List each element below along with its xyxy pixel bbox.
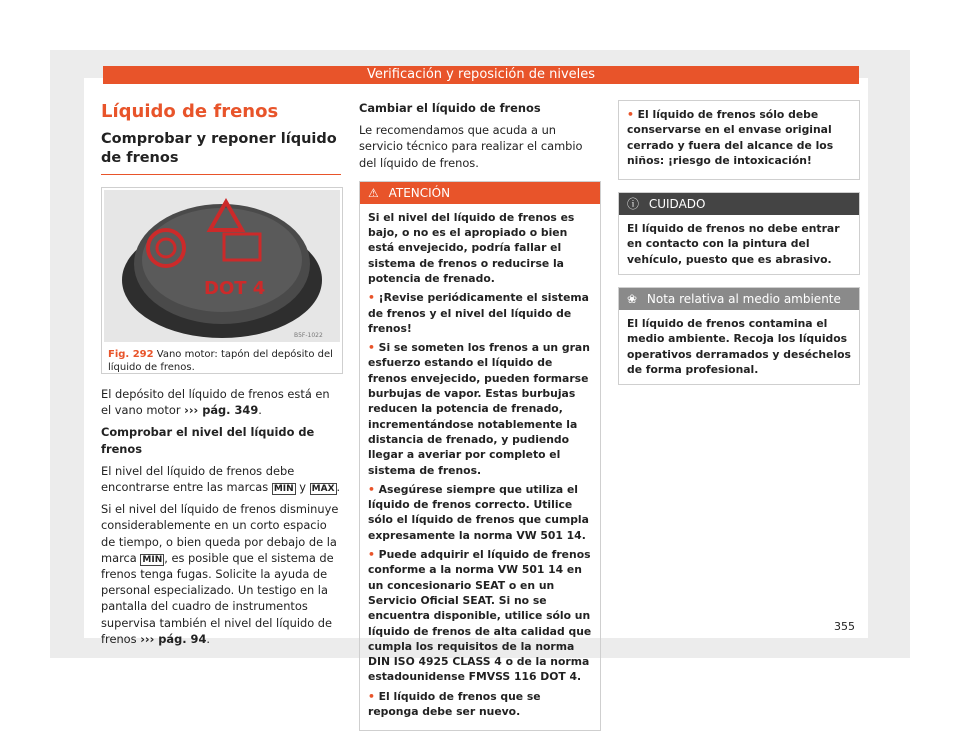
- warning-continuation-box: [618, 100, 860, 180]
- page-ref-link[interactable]: ››› pág. 94: [140, 631, 207, 646]
- section-header: Verificación y reposición de niveles: [103, 66, 859, 84]
- paragraph: Si el nivel del líquido de frenos disminuye considerablemente en un corto espacio de tiempo, o bien queda por debajo de la marca MIN , es posible que el sistema de frenos tenga fugas. Solicite la ayuda de personal especializado. Un testigo en la pantalla del cuadro de instrumentos supervisa también el nivel del líquido de frenos ››› pág. 94.: [101, 502, 339, 646]
- warning-bullet: • ¡Revise periódicamente el sistema de frenos y el nivel del líquido de frenos!: [368, 291, 589, 335]
- min-mark: MIN: [142, 554, 163, 565]
- warning-bullet: • El líquido de frenos que se reponga debe ser nuevo.: [368, 689, 541, 719]
- warning-bullet: • Si se someten los frenos a un gran esfuerzo estando el líquido de frenos envejecido, pueden formarse burbujas de vapor. Estas burbujas reducen la potencia de frenado, incrementándose notablemente la distancia de frenado, y pudiendo llegar a averiar por completo el sistema de frenos.: [368, 341, 590, 477]
- caution-body: El líquido de frenos no debe entrar en contacto con la pintura del vehículo, puesto que es abrasivo.: [627, 222, 840, 266]
- figure-caption: [102, 344, 342, 374]
- environment-header: ❀ Nota relativa al medio ambiente: [619, 288, 859, 310]
- min-mark: MIN: [273, 484, 294, 495]
- max-mark: MAX: [311, 484, 335, 495]
- figure-code: B5F-1022: [294, 332, 323, 339]
- warning-intro: Si el nivel del líquido de frenos es bajo, o no es el apropiado o bien está envejecido, podría fallar el sistema de frenos o reducirse la potencia de frenado.: [368, 210, 575, 285]
- brake-fluid-cap-image: [104, 190, 340, 342]
- subheading: Comprobar el nivel del líquido de frenos: [101, 425, 315, 456]
- page-title: Líquido de frenos: [101, 101, 279, 122]
- figure-number: Fig. 292: [108, 349, 154, 360]
- figure-caption-text: Vano motor: tapón del depósito del líquido de frenos.: [108, 349, 333, 373]
- page-ref-link[interactable]: ››› pág. 349: [184, 403, 259, 418]
- warning-header: ⚠ ATENCIÓN: [360, 182, 600, 204]
- warning-box: [359, 181, 601, 731]
- warning-bullet: • Asegúrese siempre que utiliza el líquido de frenos correcto. Utilice sólo el líquido de frenos que cumpla expresamente la norma VW 501 14.: [368, 482, 589, 542]
- warning-body: [360, 204, 600, 731]
- paragraph: El depósito del líquido de frenos está en el vano motor ››› pág. 349.: [101, 387, 330, 418]
- environment-body: El líquido de frenos contamina el medio ambiente. Recoja los líquidos operativos derramados y deséchelos de forma profesional.: [627, 317, 851, 376]
- column-middle: [359, 100, 601, 731]
- page-number: 355: [834, 620, 855, 633]
- warning-bullet: • El líquido de frenos sólo debe conservarse en el envase original cerrado y fuera del alcance de los niños: ¡riesgo de intoxicación!: [627, 108, 834, 167]
- warning-icon: ⚠: [368, 185, 379, 200]
- leaf-icon: ❀: [627, 292, 638, 307]
- figure: [101, 187, 343, 374]
- column-right: [618, 100, 860, 385]
- paragraph: Le recomendamos que acuda a un servicio técnico para realizar el cambio del líquido de frenos.: [359, 123, 583, 170]
- cap-label: DOT 4: [204, 278, 266, 299]
- caution-header: ⓘ CUIDADO: [619, 193, 859, 215]
- environment-box: [618, 287, 860, 385]
- column-left: [101, 100, 341, 653]
- info-circle-icon: ⓘ: [627, 197, 640, 212]
- section-subtitle: Comprobar y reponer líquido de frenos: [101, 131, 337, 166]
- warning-bullet: • Puede adquirir el líquido de frenos conforme a la norma VW 501 14 en un concesionario SEAT o en un Servicio Oficial SEAT. Si no se encuentra disponible, utilice sólo un líquido de frenos de alta calidad que cumpla los requisitos de la norma DIN ISO 4925 CLASS 4 o de la norma estadounidense FMVSS 116 DOT 4.: [368, 548, 592, 684]
- divider: [101, 174, 341, 175]
- caution-box: [618, 192, 860, 275]
- paragraph: El nivel del líquido de frenos debe encontrarse entre las marcas MIN y MAX .: [101, 463, 341, 495]
- subheading: Cambiar el líquido de frenos: [359, 101, 541, 115]
